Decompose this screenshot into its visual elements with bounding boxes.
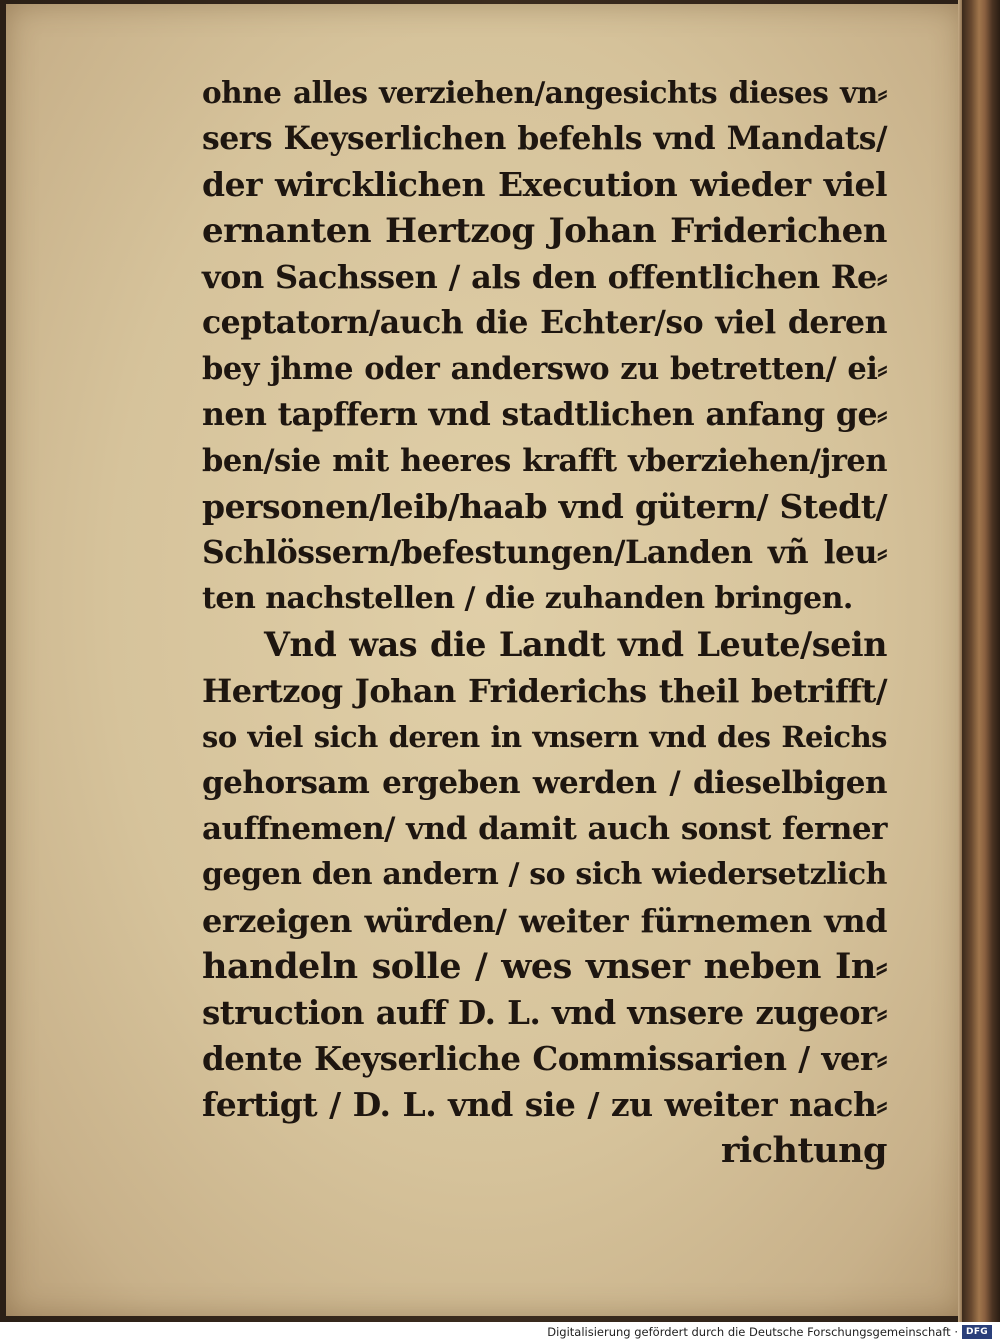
text-line-21: struction auff D. L. vnd vnsere zugeor⸗ bbox=[202, 993, 887, 1032]
text-line-1: ohne alles verziehen/angesichts dieses vn⸗ bbox=[202, 75, 887, 110]
text-line-2: sers Keyserlichen befehls vnd Mandats/ bbox=[202, 120, 887, 157]
funding-credit: Digitalisierung gefördert durch die Deutsche Forschungsgemeinschaft · bbox=[547, 1325, 958, 1339]
text-line-12: ten nachstellen / die zuhanden bringen. bbox=[202, 581, 853, 616]
book-page bbox=[6, 4, 964, 1316]
text-line-20: handeln solle / wes vnser neben In⸗ bbox=[202, 946, 887, 987]
text-line-11: Schlössern/befestungen/Landen vñ leu⸗ bbox=[202, 534, 887, 571]
text-line-4: ernanten Hertzog Johan Friderichen bbox=[202, 211, 887, 251]
text-line-8: nen tapffern vnd stadtlichen anfang ge⸗ bbox=[202, 396, 887, 433]
text-line-15: so viel sich deren in vnsern vnd des Reichs bbox=[202, 720, 887, 754]
text-line-18: gegen den andern / so sich wiedersetzlich bbox=[202, 857, 887, 892]
text-line-22: dente Keyserliche Commissarien / ver⸗ bbox=[202, 1039, 887, 1078]
text-line-9: ben/sie mit heeres krafft vberziehen/jren bbox=[202, 443, 887, 479]
text-line-5: von Sachssen / als den offentlichen Re⸗ bbox=[202, 258, 887, 296]
footer-bar bbox=[0, 1322, 1000, 1343]
text-line-14: Hertzog Johan Friderichs theil betrifft/ bbox=[202, 672, 887, 710]
text-line-3: der wircklichen Execution wieder viel bbox=[202, 165, 887, 204]
text-line-17: auffnemen/ vnd damit auch sonst ferner bbox=[202, 811, 887, 847]
text-line-7: bey jhme oder anderswo zu betretten/ ei⸗ bbox=[202, 351, 887, 387]
text-line-10: personen/leib/haab vnd gütern/ Stedt/ bbox=[202, 487, 887, 526]
text-line-13: Vnd was die Landt vnd Leute/sein bbox=[264, 625, 887, 664]
text-line-6: ceptatorn/auch die Echter/so viel deren bbox=[202, 304, 887, 341]
text-line-16: gehorsam ergeben werden / dieselbigen bbox=[202, 765, 887, 801]
book-spine bbox=[962, 0, 1000, 1322]
dfg-logo-icon: DFG bbox=[962, 1325, 992, 1339]
text-line-19: erzeigen würden/ weiter fürnemen vnd bbox=[202, 902, 887, 940]
text-line-23: fertigt / D. L. vnd sie / zu weiter nach⸗ bbox=[202, 1085, 887, 1124]
catchword: richtung bbox=[720, 1130, 887, 1171]
